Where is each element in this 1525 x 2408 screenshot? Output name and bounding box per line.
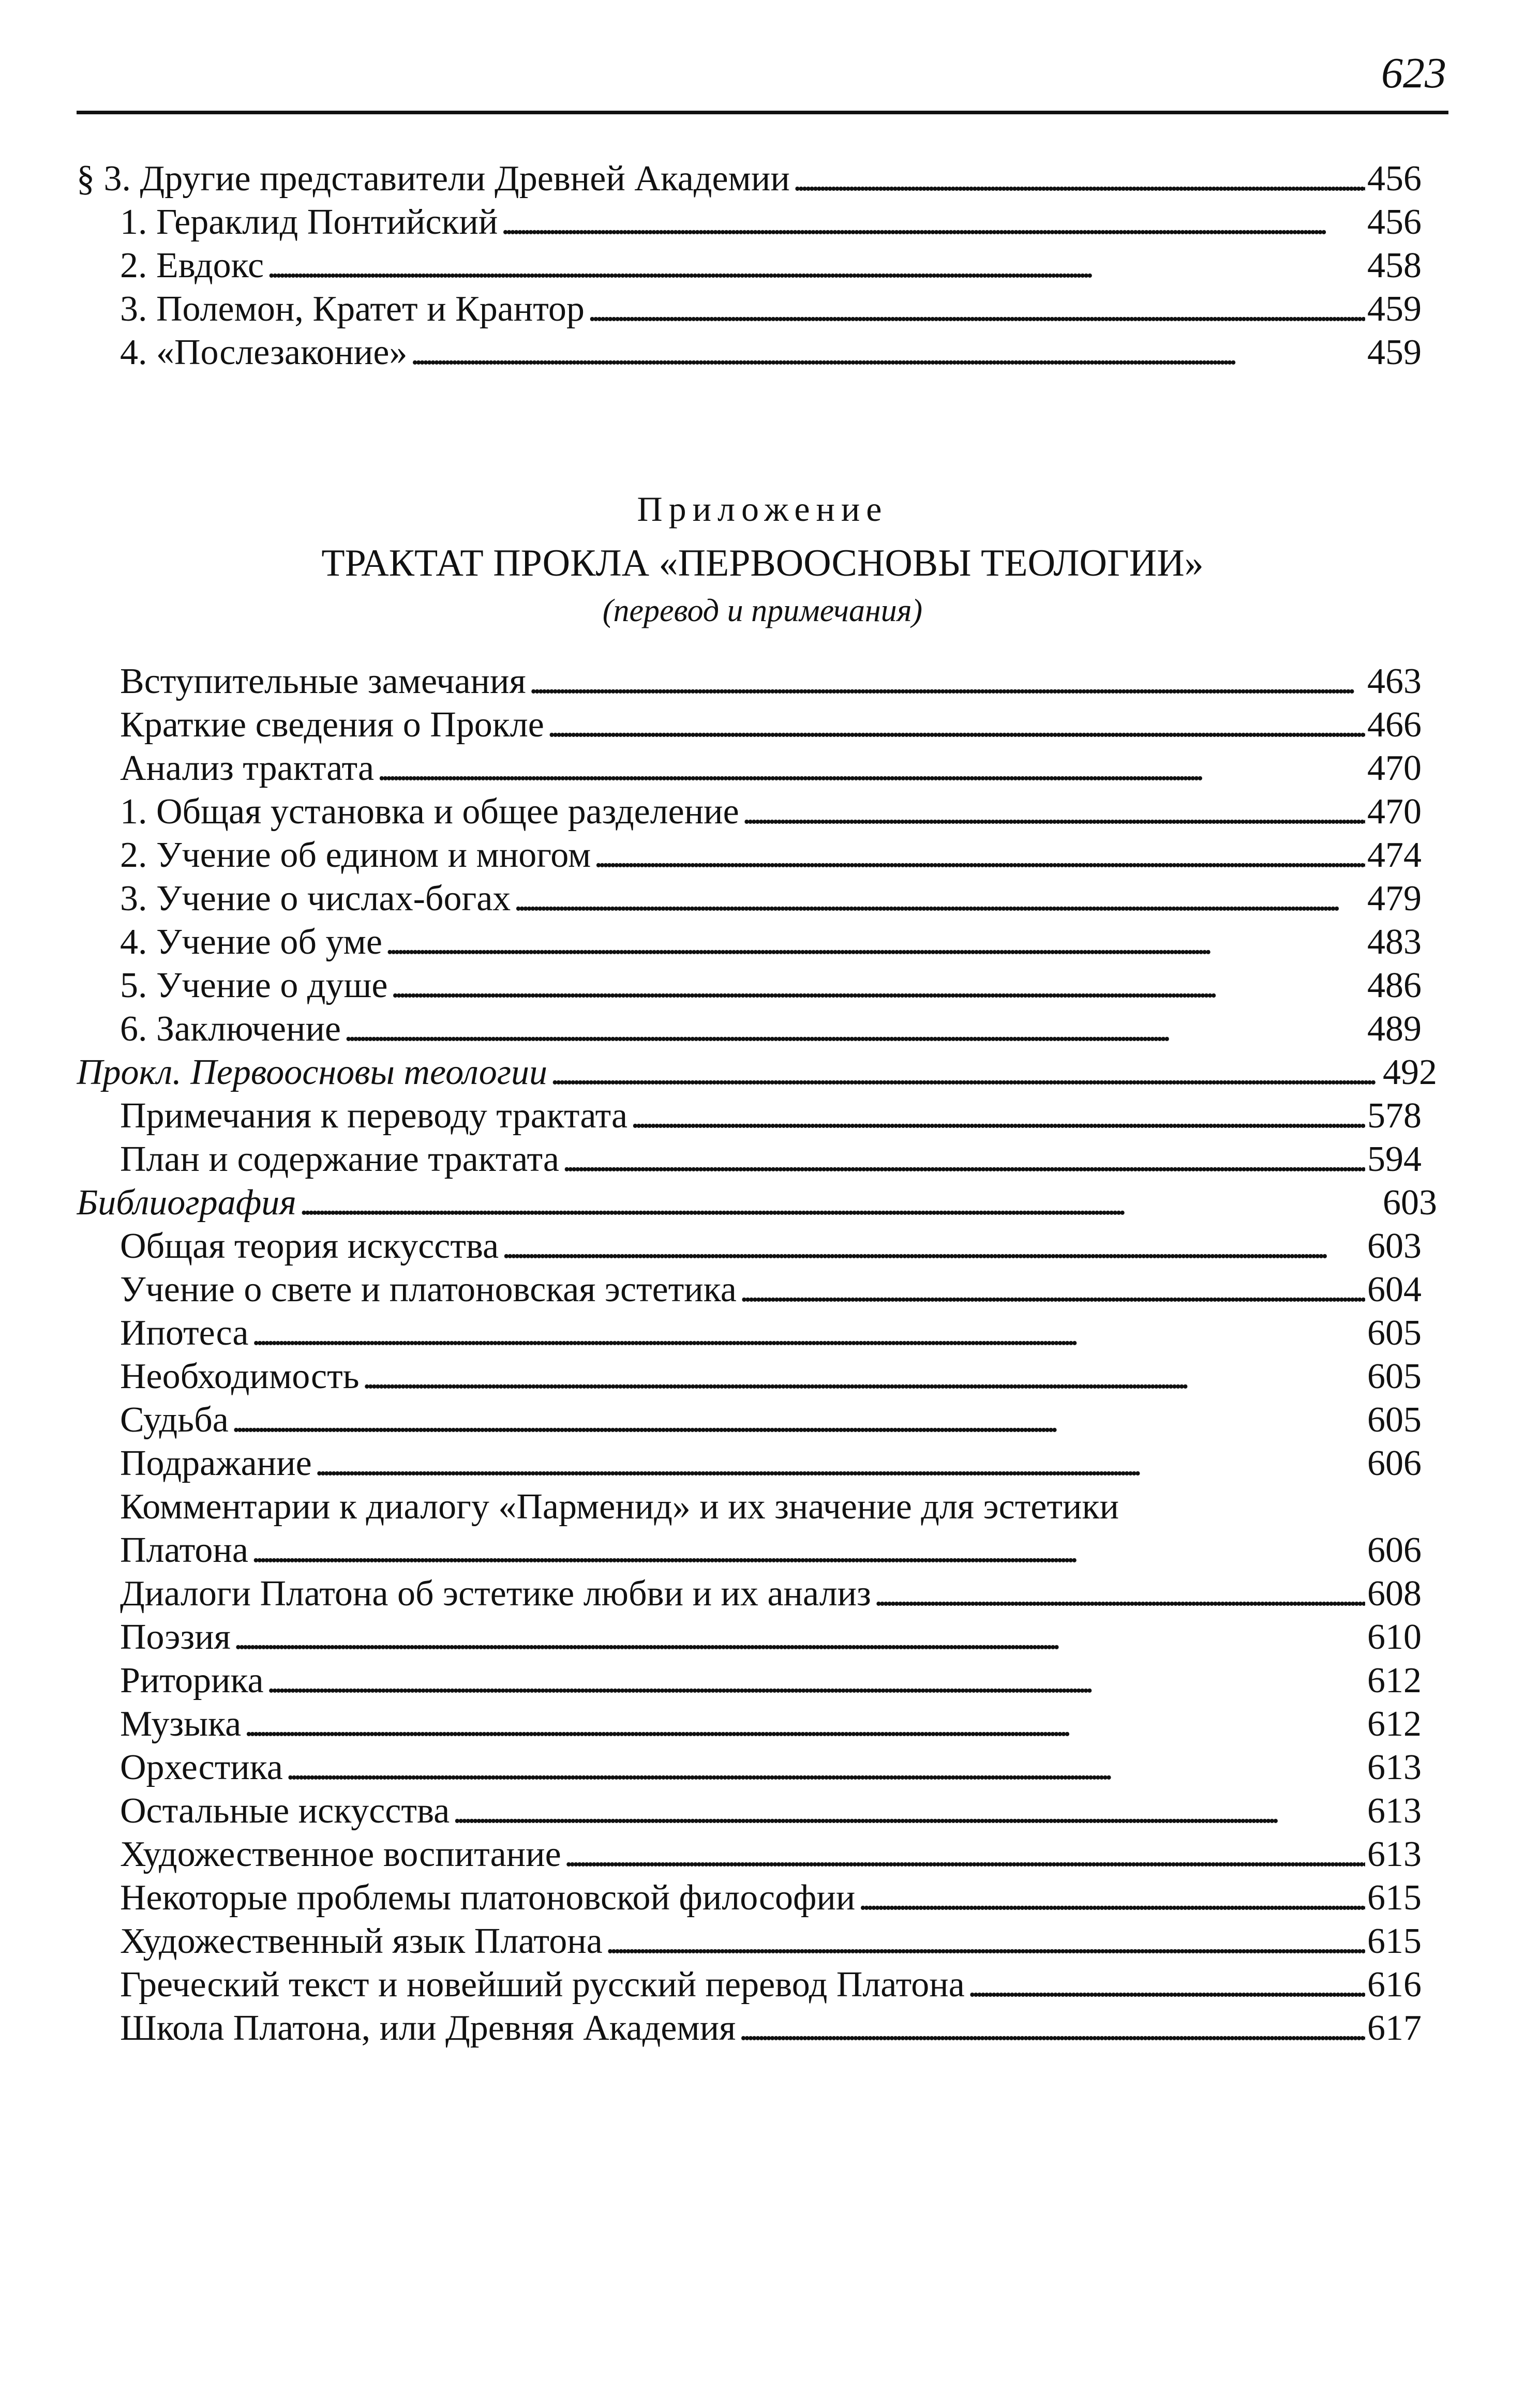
dot-leader bbox=[739, 2007, 1365, 2050]
toc-entry-title: Необходимость bbox=[120, 1357, 360, 1396]
toc-appendix-section bbox=[77, 660, 1437, 2050]
dot-leader bbox=[385, 921, 1365, 964]
toc-entry bbox=[77, 1268, 1422, 1312]
toc-entry-page: 470 bbox=[1367, 748, 1422, 788]
toc-entry bbox=[77, 201, 1422, 244]
toc-entry-page: 605 bbox=[1367, 1313, 1422, 1353]
toc-entry-title: Греческий текст и новейший русский перевод Платона bbox=[120, 1965, 965, 2005]
dot-leader bbox=[793, 157, 1365, 201]
toc-entry-page: 612 bbox=[1367, 1704, 1422, 1744]
toc-entry bbox=[77, 2007, 1422, 2050]
toc-entry-title: Библиография bbox=[77, 1183, 296, 1223]
toc-entry-page: 479 bbox=[1367, 879, 1422, 919]
toc-entry bbox=[77, 1876, 1422, 1920]
toc-entry bbox=[77, 1833, 1422, 1876]
toc-entry-title: Анализ трактата bbox=[120, 748, 375, 788]
toc-entry-title: Общая теория искусства bbox=[120, 1226, 499, 1266]
dot-leader bbox=[251, 1529, 1365, 1572]
toc-entry-page: 606 bbox=[1367, 1530, 1422, 1570]
dot-leader bbox=[858, 1876, 1365, 1920]
toc-entry bbox=[77, 964, 1422, 1007]
toc-entry-title: 3. Учение о числах-богах bbox=[120, 879, 511, 919]
toc-entry-page: 608 bbox=[1367, 1574, 1422, 1614]
dot-leader bbox=[286, 1746, 1365, 1789]
toc-entry-title: Художественный язык Платона bbox=[120, 1921, 603, 1961]
dot-leader bbox=[562, 1138, 1365, 1181]
toc-entry bbox=[77, 1529, 1422, 1572]
toc-entry-page: 613 bbox=[1367, 1834, 1422, 1874]
toc-entry-title: Диалоги Платона об эстетике любви и их анализ bbox=[120, 1574, 871, 1614]
toc-entry bbox=[77, 1355, 1422, 1398]
dot-leader bbox=[453, 1789, 1365, 1833]
dot-leader bbox=[300, 1181, 1381, 1225]
toc-entry-page: 606 bbox=[1367, 1443, 1422, 1483]
toc-entry-page: 492 bbox=[1383, 1052, 1437, 1092]
toc-entry-page: 458 bbox=[1367, 246, 1422, 285]
toc-entry-title: Орхестика bbox=[120, 1748, 283, 1787]
toc-entry-title: Вступительные замечания bbox=[120, 661, 526, 701]
dot-leader bbox=[363, 1355, 1365, 1398]
toc-entry-page: 459 bbox=[1367, 333, 1422, 372]
dot-leader bbox=[594, 834, 1365, 877]
toc-entry-title: Прокл. Первоосновы теологии bbox=[77, 1052, 548, 1092]
toc-entry-page: 483 bbox=[1367, 922, 1422, 962]
dot-leader bbox=[244, 1703, 1365, 1746]
dot-leader bbox=[742, 790, 1365, 834]
toc-entry-title: Школа Платона, или Древняя Академия bbox=[120, 2008, 736, 2048]
dot-leader bbox=[501, 201, 1365, 244]
dot-leader bbox=[631, 1094, 1365, 1138]
toc-entry-title: Подражание bbox=[120, 1443, 312, 1483]
toc-entry bbox=[77, 1572, 1422, 1616]
dot-leader bbox=[588, 288, 1365, 331]
toc-entry-title: Примечания к переводу трактата bbox=[120, 1096, 628, 1136]
toc-entry bbox=[77, 244, 1422, 288]
toc-entry-title: 1. Общая установка и общее разделение bbox=[120, 792, 739, 832]
toc-entry-page: 603 bbox=[1367, 1226, 1422, 1266]
toc-entry bbox=[77, 1181, 1437, 1225]
toc-entry-title: Ипотеса bbox=[120, 1313, 249, 1353]
dot-leader bbox=[267, 1659, 1365, 1703]
toc-entry-title: Учение о свете и платоновская эстетика bbox=[120, 1270, 737, 1310]
toc-entry bbox=[77, 790, 1422, 834]
toc-entry bbox=[77, 1789, 1422, 1833]
toc-entry-page: 594 bbox=[1367, 1139, 1422, 1179]
toc-entry-title: План и содержание трактата bbox=[120, 1139, 559, 1179]
toc-entry bbox=[77, 747, 1422, 790]
toc-entry-page: 616 bbox=[1367, 1965, 1422, 2005]
dot-leader bbox=[529, 660, 1365, 703]
toc-entry-page: 615 bbox=[1367, 1878, 1422, 1918]
toc-entry bbox=[77, 288, 1422, 331]
toc-entry bbox=[77, 1963, 1422, 2007]
toc-entry-page: 617 bbox=[1367, 2008, 1422, 2048]
toc-entry bbox=[77, 703, 1422, 747]
dot-leader bbox=[391, 964, 1365, 1007]
dot-leader bbox=[550, 1051, 1381, 1094]
toc-entry bbox=[77, 1007, 1422, 1051]
dot-leader bbox=[968, 1963, 1365, 2007]
toc-entry bbox=[77, 157, 1422, 201]
dot-leader bbox=[267, 244, 1365, 288]
toc-entry-page: 470 bbox=[1367, 792, 1422, 832]
toc-entry-title: Краткие сведения о Прокле bbox=[120, 705, 544, 745]
toc-entry bbox=[77, 1225, 1422, 1268]
toc-entry-title: Платона bbox=[120, 1530, 248, 1570]
toc-entry bbox=[77, 1616, 1422, 1659]
toc-entry bbox=[77, 834, 1422, 877]
toc-entry-title: 5. Учение о душе bbox=[120, 966, 388, 1005]
toc-entry-page: 466 bbox=[1367, 705, 1422, 745]
toc-entry bbox=[77, 1746, 1422, 1789]
toc-top-section bbox=[77, 157, 1422, 374]
toc-entry-page: 612 bbox=[1367, 1661, 1422, 1700]
toc-entry-title: 4. Учение об уме bbox=[120, 922, 382, 962]
dot-leader bbox=[606, 1920, 1365, 1963]
toc-entry-title: § 3. Другие представители Древней Академии bbox=[77, 159, 790, 199]
toc-entry-page: 489 bbox=[1367, 1009, 1422, 1049]
toc-entry bbox=[77, 1703, 1422, 1746]
toc-entry-page: 613 bbox=[1367, 1791, 1422, 1831]
toc-entry-page: 486 bbox=[1367, 966, 1422, 1005]
toc-entry bbox=[77, 921, 1422, 964]
dot-leader bbox=[410, 331, 1365, 374]
toc-entry-title: Музыка bbox=[120, 1704, 242, 1744]
toc-entry-title: 6. Заключение bbox=[120, 1009, 341, 1049]
toc-entry-page: 604 bbox=[1367, 1270, 1422, 1310]
dot-leader bbox=[547, 703, 1365, 747]
toc-entry-title: Риторика bbox=[120, 1661, 264, 1700]
dot-leader bbox=[502, 1225, 1365, 1268]
toc-entry-page: 605 bbox=[1367, 1400, 1422, 1440]
toc-entry-title: 3. Полемон, Кратет и Крантор bbox=[120, 289, 585, 329]
toc-entry bbox=[77, 1094, 1422, 1138]
toc-entry-page: 578 bbox=[1367, 1096, 1422, 1136]
toc-entry-page: 459 bbox=[1367, 289, 1422, 329]
appendix-title: ТРАКТАТ ПРОКЛА «ПЕРВООСНОВЫ ТЕОЛОГИИ» bbox=[321, 542, 1204, 584]
toc-entry-title: 2. Евдокс bbox=[120, 246, 264, 285]
dot-leader bbox=[315, 1442, 1365, 1485]
toc-entry bbox=[77, 877, 1422, 921]
dot-leader bbox=[252, 1312, 1366, 1355]
appendix-subtitle: (перевод и примечания) bbox=[602, 593, 923, 628]
toc-entry-page: 605 bbox=[1367, 1357, 1422, 1396]
dot-leader bbox=[514, 877, 1365, 921]
dot-leader bbox=[234, 1616, 1365, 1659]
dot-leader bbox=[344, 1007, 1365, 1051]
toc-entry-page: 456 bbox=[1367, 202, 1422, 242]
dot-leader bbox=[564, 1833, 1365, 1876]
toc-entry-page: 610 bbox=[1367, 1617, 1422, 1657]
toc-entry-page: 463 bbox=[1367, 661, 1422, 701]
toc-entry bbox=[77, 660, 1422, 703]
toc-entry-title: Художественное воспитание bbox=[120, 1834, 561, 1874]
toc-entry-page: 615 bbox=[1367, 1921, 1422, 1961]
toc-entry-title: Некоторые проблемы платоновской философии bbox=[120, 1878, 856, 1918]
toc-entry-title: 1. Гераклид Понтийский bbox=[120, 202, 498, 242]
toc-entry bbox=[77, 1138, 1422, 1181]
toc-entry-page: 613 bbox=[1367, 1748, 1422, 1787]
page-number: 623 bbox=[1381, 49, 1446, 97]
toc-entry bbox=[77, 1398, 1422, 1442]
dot-leader bbox=[377, 747, 1365, 790]
toc-entry bbox=[77, 331, 1422, 374]
toc-entry-title: 4. «Послезаконие» bbox=[120, 333, 408, 372]
toc-entry-title: Судьба bbox=[120, 1400, 229, 1440]
toc-entry-page: 474 bbox=[1367, 835, 1422, 875]
dot-leader bbox=[874, 1572, 1365, 1616]
toc-entry bbox=[77, 1312, 1422, 1355]
toc-entry-title: Поэзия bbox=[120, 1617, 231, 1657]
header-rule bbox=[77, 111, 1448, 114]
toc-entry bbox=[77, 1442, 1422, 1485]
toc-entry-title: Остальные искусства bbox=[120, 1791, 450, 1831]
toc-entry-title: 2. Учение об едином и многом bbox=[120, 835, 591, 875]
toc-entry bbox=[77, 1920, 1422, 1963]
toc-entry-page: 603 bbox=[1383, 1183, 1437, 1223]
appendix-label: Приложение bbox=[637, 489, 888, 529]
dot-leader bbox=[232, 1398, 1365, 1442]
dot-leader bbox=[740, 1268, 1365, 1312]
toc-entry bbox=[77, 1659, 1422, 1703]
toc-entry-line: Комментарии к диалогу «Парменид» и их значение для эстетики bbox=[120, 1487, 1119, 1527]
toc-entry-page: 456 bbox=[1367, 159, 1422, 199]
toc-entry bbox=[77, 1051, 1437, 1094]
